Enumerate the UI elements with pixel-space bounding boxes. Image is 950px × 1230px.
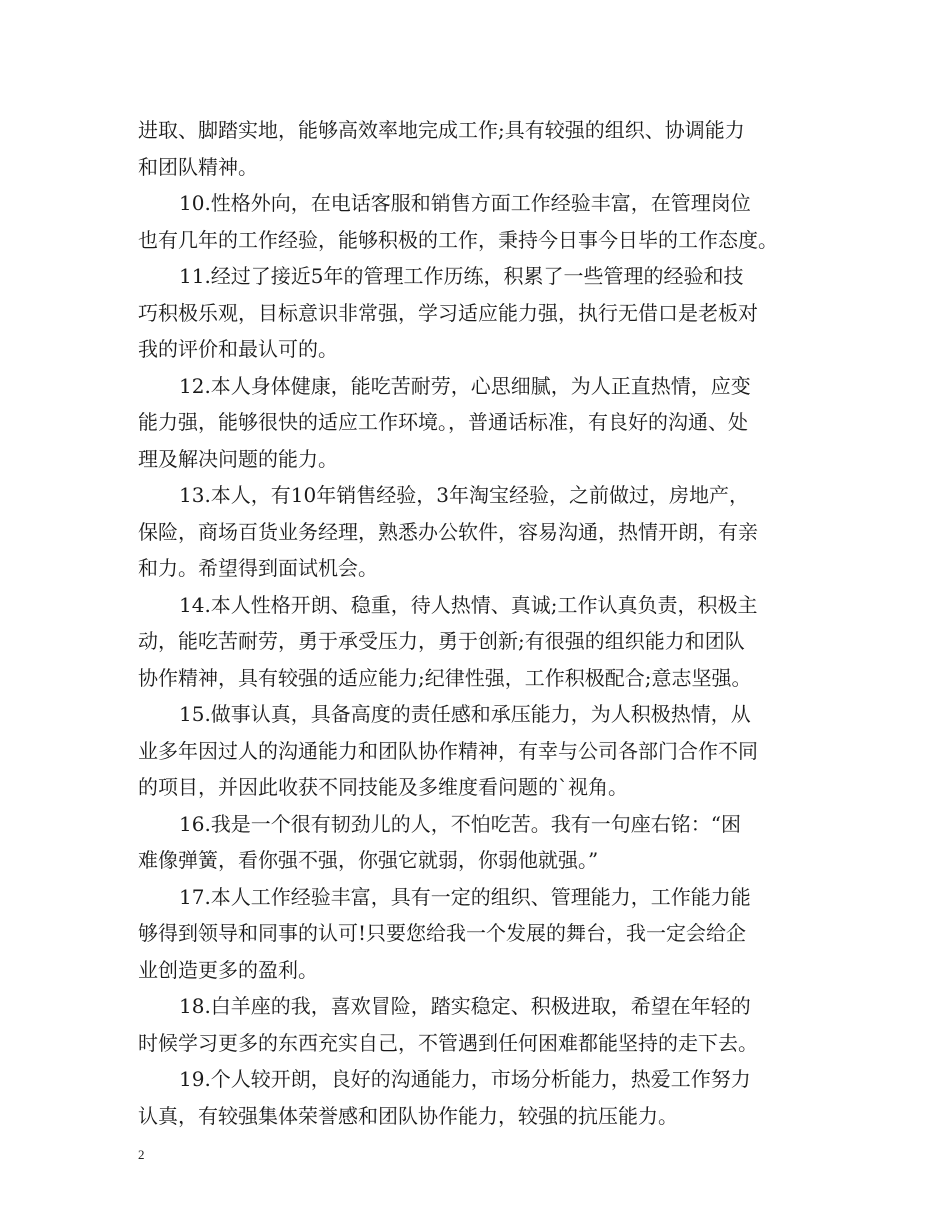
paragraph-line: 业多年因过人的沟通能力和团队协作精神，有幸与公司各部门合作不同 <box>138 738 758 763</box>
paragraph-first-line: 12.本人身体健康，能吃苦耐劳，心思细腻，为人正直热情，应变 <box>179 373 751 398</box>
paragraph-line: 巧积极乐观，目标意识非常强，学习适应能力强，执行无借口是老板对 <box>138 300 758 325</box>
paragraph-line: 理及解决问题的能力。 <box>138 446 338 471</box>
paragraph-first-line: 14.本人性格开朗、稳重，待人热情、真诚;工作认真负责，积极主 <box>179 592 758 617</box>
paragraph-line: 进取、脚踏实地，能够高效率地完成工作;具有较强的组织、协调能力 <box>138 118 745 142</box>
paragraph-line: 我的评价和最认可的。 <box>138 337 338 361</box>
paragraph-line: 能力强，能够很快的适应工作环境。，普通话标准，有良好的沟通、处 <box>138 410 748 434</box>
paragraph-line: 和力。希望得到面试机会。 <box>138 556 378 580</box>
document-body <box>138 112 814 1134</box>
paragraph-line: 认真，有较强集体荣誉感和团队协作能力，较强的抗压能力。 <box>138 1103 678 1128</box>
paragraph-line: 难像弹簧，看你强不强，你强它就弱，你弱他就强。” <box>138 848 599 872</box>
paragraph-first-line: 16.我是一个很有韧劲儿的人，不怕吃苦。我有一句座右铭：“困 <box>179 811 742 836</box>
paragraph-first-line: 19.个人较开朗，良好的沟通能力，市场分析能力，热爱工作努力 <box>179 1067 751 1091</box>
paragraph-line: 协作精神，具有较强的适应能力;纪律性强，工作积极配合;意志坚强。 <box>138 665 752 690</box>
paragraph-line: 保险，商场百货业务经理，熟悉办公软件，容易沟通，热情开朗，有亲 <box>138 519 758 544</box>
paragraph-first-line: 17.本人工作经验丰富，具有一定的组织、管理能力，工作能力能 <box>179 884 751 909</box>
paragraph-line: 也有几年的工作经验，能够积极的工作，秉持今日事今日毕的工作态度。 <box>138 227 778 252</box>
paragraph-first-line: 10.性格外向，在电话客服和销售方面工作经验丰富，在管理岗位 <box>179 191 751 215</box>
paragraph-line: 够得到领导和同事的认可!只要您给我一个发展的舞台，我一定会给企 <box>138 921 747 945</box>
paragraph-line: 的项目，并因此收获不同技能及多维度看问题的`视角。 <box>138 775 628 799</box>
paragraph-first-line: 11.经过了接近5年的管理工作历练，积累了一些管理的经验和技 <box>179 264 744 288</box>
paragraph-first-line: 13.本人，有10年销售经验，3年淘宝经验，之前做过，房地产， <box>179 483 749 507</box>
paragraph-line: 时候学习更多的东西充实自己，不管遇到任何困难都能坚持的走下去。 <box>138 1030 758 1055</box>
paragraph-line: 业创造更多的盈利。 <box>138 957 318 982</box>
paragraph-line: 和团队精神。 <box>138 154 258 179</box>
paragraph-first-line: 18.白羊座的我，喜欢冒险，踏实稳定、积极进取，希望在年轻的 <box>179 994 751 1018</box>
paragraph-line: 动，能吃苦耐劳，勇于承受压力，勇于创新;有很强的组织能力和团队 <box>138 629 745 653</box>
paragraph-first-line: 15.做事认真，具备高度的责任感和承压能力，为人积极热情，从 <box>179 702 751 726</box>
page-number: 2 <box>138 1147 145 1162</box>
